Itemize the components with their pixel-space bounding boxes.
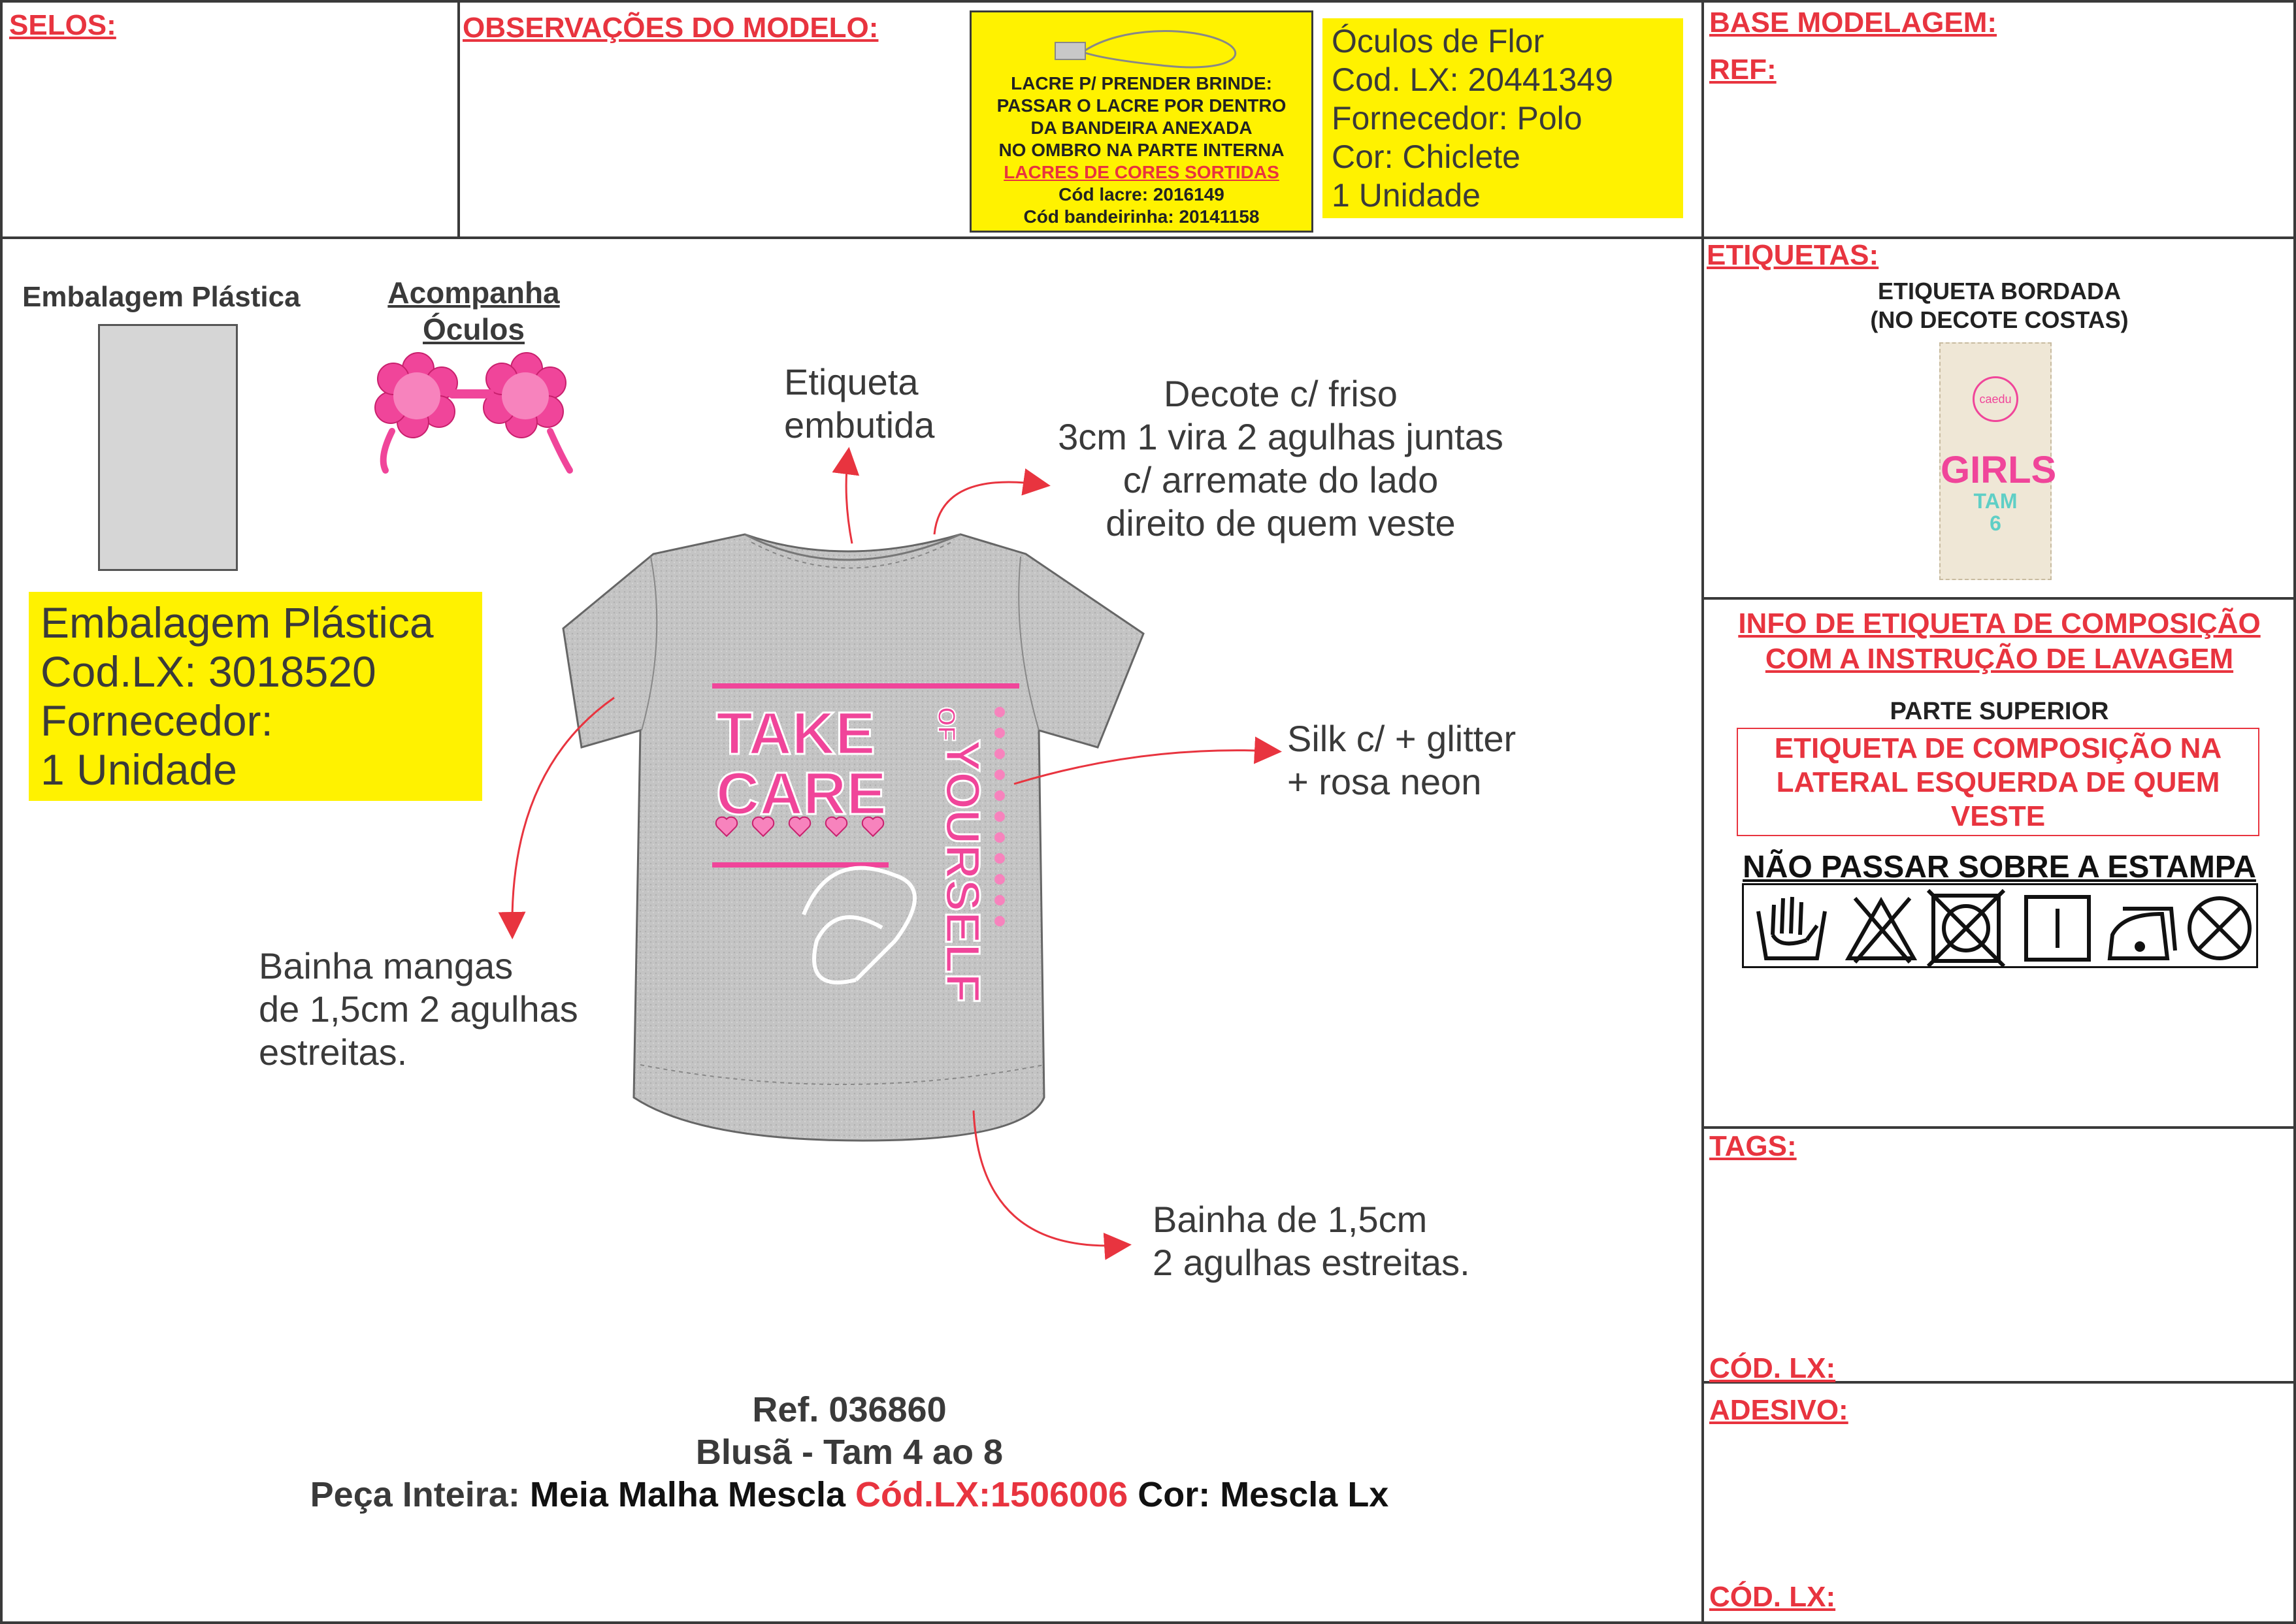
iron-low-icon <box>2110 909 2175 958</box>
oculos-line-2: Cod. LX: 20441349 <box>1332 61 1613 98</box>
woven-label-size: 6 <box>1990 512 2001 535</box>
etiqueta-bordada-line-1: ETIQUETA BORDADA <box>1878 278 2121 304</box>
selos-label: SELOS: <box>9 9 116 41</box>
acompanha-line-2: Óculos <box>423 312 525 346</box>
care-symbols <box>1742 883 2258 968</box>
observacoes-label: OBSERVAÇÕES DO MODELO: <box>463 12 879 44</box>
etiquetas-label: ETIQUETAS: <box>1707 239 1879 271</box>
note-etiqueta-embutida: Etiqueta embutida <box>784 361 935 446</box>
embalagem-title: Embalagem Plástica <box>22 281 301 313</box>
footer-cor: Cor: Mescla Lx <box>1128 1475 1389 1514</box>
footer-material: Meia Malha Mescla <box>529 1475 856 1514</box>
woven-label-tam: TAM <box>1973 489 2018 513</box>
embalagem-line-2: Cod.LX: 3018520 <box>41 647 376 696</box>
lacre-highlight: LACRES DE CORES SORTIDAS <box>1004 162 1279 182</box>
info-composicao-line-1: INFO DE ETIQUETA DE COMPOSIÇÃO <box>1738 608 2261 640</box>
footer-cod: Cód.LX:1506006 <box>855 1475 1128 1514</box>
no-dry-clean-icon <box>2189 898 2250 958</box>
base-modelagem-label: BASE MODELAGEM: <box>1709 7 1997 39</box>
info-composicao-title <box>1705 606 2293 677</box>
parte-superior: PARTE SUPERIOR <box>1890 698 2109 725</box>
footer-ref: Ref. 036860 <box>752 1390 947 1429</box>
lacre-line-2: PASSAR O LACRE POR DENTRO <box>996 95 1287 116</box>
embalagem-line-1: Embalagem Plástica <box>41 598 434 647</box>
embalagem-line-3: Fornecedor: <box>41 696 273 745</box>
cod-lacre: Cód lacre: 2016149 <box>1058 184 1224 204</box>
woven-label-brand: caedu <box>1973 376 2018 422</box>
tags-label: TAGS: <box>1709 1130 1797 1162</box>
print-take: TAKE <box>716 700 876 767</box>
oculos-line-5: 1 Unidade <box>1332 177 1481 214</box>
oculos-line-3: Fornecedor: Polo <box>1332 100 1583 137</box>
no-tumble-dry-icon <box>1928 890 2004 966</box>
print-care: CARE <box>716 760 887 827</box>
note-bainha-mangas: Bainha mangas de 1,5cm 2 agulhas estreitas. <box>259 945 578 1073</box>
footer-peca <box>196 1474 1503 1516</box>
etiqueta-bordada <box>1705 277 2293 334</box>
embalagem-line-4: 1 Unidade <box>41 745 237 794</box>
nao-passar-estampa: NÃO PASSAR SOBRE A ESTAMPA <box>1743 850 2256 885</box>
footer-blusa: Blusã - Tam 4 ao 8 <box>695 1433 1004 1472</box>
print-of: OF <box>932 707 960 741</box>
lacre-line-1: LACRE P/ PRENDER BRINDE: <box>1011 73 1272 93</box>
note-bainha: Bainha de 1,5cm 2 agulhas estreitas. <box>1153 1199 1470 1283</box>
oculos-line-4: Cor: Chiclete <box>1332 138 1520 175</box>
lacre-line-4: NO OMBRO NA PARTE INTERNA <box>998 140 1285 160</box>
no-bleach-icon <box>1848 898 1914 962</box>
tags-cod-lx: CÓD. LX: <box>1709 1352 1836 1384</box>
info-composicao-line-2: COM A INSTRUÇÃO DE LAVAGEM <box>1765 643 2234 675</box>
note-silk: Silk c/ + glitter + rosa neon <box>1287 718 1517 802</box>
adesivo-cod-lx: CÓD. LX: <box>1709 1581 1836 1613</box>
lacre-line-3: DA BANDEIRA ANEXADA <box>1030 118 1253 138</box>
composicao-box: ETIQUETA DE COMPOSIÇÃO NA LATERAL ESQUERDA DE QUEM VESTE <box>1737 728 2259 836</box>
adesivo-label: ADESIVO: <box>1709 1394 1848 1426</box>
ref-label: REF: <box>1709 54 1777 86</box>
hand-wash-icon <box>1758 897 1825 958</box>
oculos-line-1: Óculos de Flor <box>1332 23 1545 59</box>
acompanha-line-1: Acompanha <box>387 276 560 310</box>
cod-bandeirinha: Cód bandeirinha: 20141158 <box>1023 206 1260 227</box>
footer-peca-label: Peça Inteira: <box>310 1475 530 1514</box>
print-yourself: YOURSELF <box>936 739 990 1003</box>
line-dry-icon <box>2026 897 2089 960</box>
etiqueta-bordada-line-2: (NO DECOTE COSTAS) <box>1870 306 2129 333</box>
footer-block <box>196 1389 1503 1516</box>
woven-label-girls: GIRLS <box>1941 449 2057 491</box>
woven-label <box>1939 342 2057 580</box>
note-decote: Decote c/ friso 3cm 1 vira 2 agulhas juntas c/ arremate do lado direito de quem veste <box>1058 373 1503 544</box>
